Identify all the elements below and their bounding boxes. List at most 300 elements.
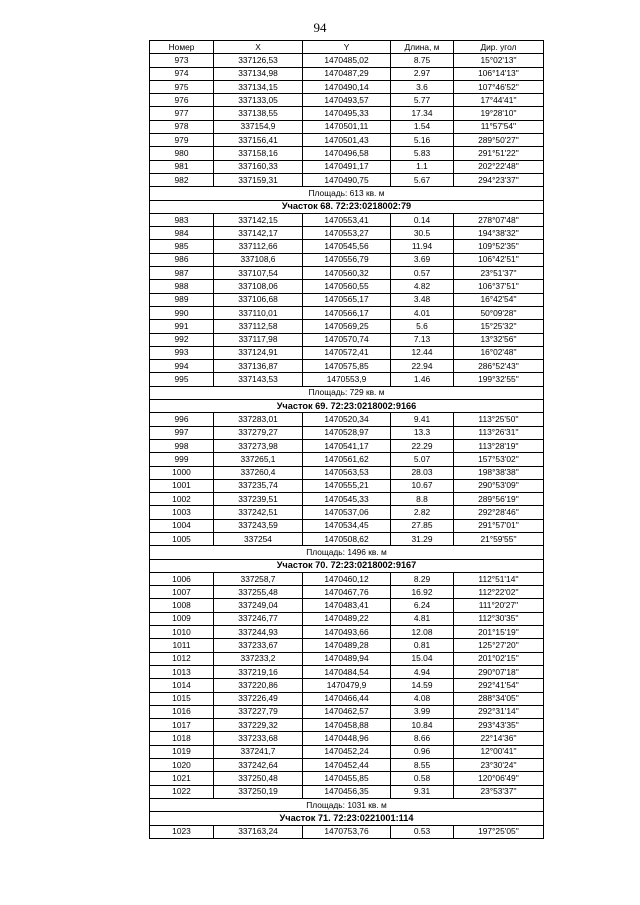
y-coordinate-cell: 1470489,94 [303,652,391,665]
header-direction-angle: Дир. угол [454,41,544,54]
point-number-cell: 992 [150,333,214,346]
direction-angle-cell: 17°44'41'' [454,94,544,107]
y-coordinate-cell: 1470466,44 [303,692,391,705]
y-coordinate-cell: 1470501,43 [303,134,391,147]
direction-angle-cell: 19°28'10'' [454,107,544,120]
length-cell: 4.08 [391,692,454,705]
point-number-cell: 1020 [150,759,214,772]
y-coordinate-cell: 1470493,66 [303,626,391,639]
table-row [150,626,544,639]
x-coordinate-cell: 337265,1 [214,453,303,466]
x-coordinate-cell: 337136,87 [214,360,303,373]
x-coordinate-cell: 337241,7 [214,745,303,758]
length-cell: 16.92 [391,586,454,599]
table-row [150,373,544,386]
table-row [150,652,544,665]
direction-angle-cell: 112°30'35'' [454,612,544,625]
y-coordinate-cell: 1470452,44 [303,759,391,772]
length-cell: 3.99 [391,705,454,718]
point-number-cell: 985 [150,240,214,253]
point-number-cell: 1012 [150,652,214,665]
y-coordinate-cell: 1470496,58 [303,147,391,160]
direction-angle-cell: 23°30'24'' [454,759,544,772]
x-coordinate-cell: 337108,06 [214,280,303,293]
length-cell: 10.67 [391,479,454,492]
x-coordinate-cell: 337220,86 [214,679,303,692]
length-cell: 4.82 [391,280,454,293]
point-number-cell: 990 [150,306,214,319]
table-row [150,147,544,160]
direction-angle-cell: 106°14'13'' [454,67,544,80]
table-row [150,293,544,306]
x-coordinate-cell: 337117,98 [214,333,303,346]
table-row [150,240,544,253]
point-number-cell: 1023 [150,825,214,838]
length-cell: 5.83 [391,147,454,160]
table-row [150,280,544,293]
point-number-cell: 1006 [150,572,214,585]
direction-angle-cell: 194°38'32'' [454,227,544,240]
table-row [150,54,544,67]
x-coordinate-cell: 337249,04 [214,599,303,612]
direction-angle-cell: 113°26'31'' [454,426,544,439]
length-cell: 0.53 [391,825,454,838]
length-cell: 10.84 [391,719,454,732]
x-coordinate-cell: 337233,67 [214,639,303,652]
length-cell: 15.04 [391,652,454,665]
coordinates-table [149,40,544,839]
y-coordinate-cell: 1470501,11 [303,120,391,133]
table-row [150,173,544,186]
y-coordinate-cell: 1470556,79 [303,253,391,266]
length-cell: 4.01 [391,306,454,319]
length-cell: 5.67 [391,173,454,186]
table-row [150,413,544,426]
y-coordinate-cell: 1470479,9 [303,679,391,692]
parcel-heading-row [150,812,544,825]
x-coordinate-cell: 337107,54 [214,267,303,280]
x-coordinate-cell: 337242,64 [214,759,303,772]
point-number-cell: 988 [150,280,214,293]
y-coordinate-cell: 1470565,17 [303,293,391,306]
length-cell: 4.81 [391,612,454,625]
x-coordinate-cell: 337279,27 [214,426,303,439]
table-row [150,213,544,226]
x-coordinate-cell: 337163,24 [214,825,303,838]
x-coordinate-cell: 337250,48 [214,772,303,785]
direction-angle-cell: 23°51'37'' [454,267,544,280]
table-row [150,705,544,718]
table-row [150,160,544,173]
parcel-heading: Участок 71. 72:23:0221001:114 [150,812,544,825]
table-row [150,107,544,120]
x-coordinate-cell: 337112,58 [214,320,303,333]
length-cell: 31.29 [391,532,454,545]
y-coordinate-cell: 1470455,85 [303,772,391,785]
y-coordinate-cell: 1470541,17 [303,439,391,452]
x-coordinate-cell: 337260,4 [214,466,303,479]
length-cell: 0.81 [391,639,454,652]
point-number-cell: 1013 [150,665,214,678]
x-coordinate-cell: 337159,31 [214,173,303,186]
length-cell: 30.5 [391,227,454,240]
y-coordinate-cell: 1470467,76 [303,586,391,599]
parcel-heading-row [150,400,544,413]
y-coordinate-cell: 1470452,24 [303,745,391,758]
point-number-cell: 1000 [150,466,214,479]
direction-angle-cell: 286°52'43'' [454,360,544,373]
table-row [150,267,544,280]
length-cell: 11.94 [391,240,454,253]
y-coordinate-cell: 1470575,85 [303,360,391,373]
y-coordinate-cell: 1470460,12 [303,572,391,585]
point-number-cell: 1005 [150,532,214,545]
y-coordinate-cell: 1470553,9 [303,373,391,386]
point-number-cell: 984 [150,227,214,240]
direction-angle-cell: 16°42'54'' [454,293,544,306]
length-cell: 12.08 [391,626,454,639]
direction-angle-cell: 201°15'19'' [454,626,544,639]
direction-angle-cell: 50°09'28'' [454,306,544,319]
x-coordinate-cell: 337154,9 [214,120,303,133]
length-cell: 27.85 [391,519,454,532]
point-number-cell: 986 [150,253,214,266]
length-cell: 1.46 [391,373,454,386]
x-coordinate-cell: 337143,53 [214,373,303,386]
y-coordinate-cell: 1470572,41 [303,346,391,359]
direction-angle-cell: 292°28'46'' [454,506,544,519]
direction-angle-cell: 112°22'02'' [454,586,544,599]
point-number-cell: 989 [150,293,214,306]
x-coordinate-cell: 337124,91 [214,346,303,359]
direction-angle-cell: 22°14'36'' [454,732,544,745]
y-coordinate-cell: 1470490,14 [303,80,391,93]
direction-angle-cell: 278°07'48'' [454,213,544,226]
length-cell: 5.77 [391,94,454,107]
length-cell: 0.57 [391,267,454,280]
direction-angle-cell: 125°27'20'' [454,639,544,652]
table-row [150,120,544,133]
table-row [150,479,544,492]
point-number-cell: 1011 [150,639,214,652]
direction-angle-cell: 23°53'37'' [454,785,544,798]
y-coordinate-cell: 1470458,88 [303,719,391,732]
y-coordinate-cell: 1470563,53 [303,466,391,479]
direction-angle-cell: 106°37'51'' [454,280,544,293]
parcel-heading: Участок 70. 72:23:0218002:9167 [150,559,544,572]
table-row [150,253,544,266]
point-number-cell: 1017 [150,719,214,732]
table-row [150,785,544,798]
direction-angle-cell: 292°31'14'' [454,705,544,718]
length-cell: 6.24 [391,599,454,612]
length-cell: 3.48 [391,293,454,306]
x-coordinate-cell: 337138,55 [214,107,303,120]
y-coordinate-cell: 1470570,74 [303,333,391,346]
point-number-cell: 977 [150,107,214,120]
table-header-row [150,41,544,54]
length-cell: 1.54 [391,120,454,133]
table-row [150,80,544,93]
y-coordinate-cell: 1470555,21 [303,479,391,492]
length-cell: 8.75 [391,54,454,67]
length-cell: 28.03 [391,466,454,479]
point-number-cell: 1009 [150,612,214,625]
x-coordinate-cell: 337246,77 [214,612,303,625]
direction-angle-cell: 293°43'35'' [454,719,544,732]
direction-angle-cell: 202°22'48'' [454,160,544,173]
point-number-cell: 1003 [150,506,214,519]
point-number-cell: 1001 [150,479,214,492]
table-row [150,572,544,585]
table-body [150,54,544,839]
direction-angle-cell: 120°06'49'' [454,772,544,785]
x-coordinate-cell: 337106,68 [214,293,303,306]
x-coordinate-cell: 337133,05 [214,94,303,107]
x-coordinate-cell: 337254 [214,532,303,545]
x-coordinate-cell: 337273,98 [214,439,303,452]
table-row [150,825,544,838]
area-row [150,798,544,811]
x-coordinate-cell: 337233,2 [214,652,303,665]
y-coordinate-cell: 1470560,32 [303,267,391,280]
y-coordinate-cell: 1470534,45 [303,519,391,532]
x-coordinate-cell: 337258,7 [214,572,303,585]
table-row [150,453,544,466]
table-row [150,466,544,479]
y-coordinate-cell: 1470545,33 [303,493,391,506]
direction-angle-cell: 199°32'55'' [454,373,544,386]
x-coordinate-cell: 337126,53 [214,54,303,67]
y-coordinate-cell: 1470462,57 [303,705,391,718]
direction-angle-cell: 13°32'56'' [454,333,544,346]
length-cell: 8.29 [391,572,454,585]
y-coordinate-cell: 1470561,62 [303,453,391,466]
y-coordinate-cell: 1470508,62 [303,532,391,545]
length-cell: 3.6 [391,80,454,93]
direction-angle-cell: 15°02'13'' [454,54,544,67]
table-row [150,532,544,545]
direction-angle-cell: 290°53'09'' [454,479,544,492]
length-cell: 3.69 [391,253,454,266]
y-coordinate-cell: 1470448,96 [303,732,391,745]
point-number-cell: 1004 [150,519,214,532]
y-coordinate-cell: 1470545,56 [303,240,391,253]
table-row [150,692,544,705]
direction-angle-cell: 112°51'14'' [454,572,544,585]
direction-angle-cell: 197°25'05'' [454,825,544,838]
direction-angle-cell: 288°34'05'' [454,692,544,705]
point-number-cell: 983 [150,213,214,226]
point-number-cell: 974 [150,67,214,80]
length-cell: 4.94 [391,665,454,678]
y-coordinate-cell: 1470485,02 [303,54,391,67]
area-row [150,187,544,200]
point-number-cell: 1014 [150,679,214,692]
y-coordinate-cell: 1470560,55 [303,280,391,293]
direction-angle-cell: 291°57'01'' [454,519,544,532]
y-coordinate-cell: 1470569,25 [303,320,391,333]
length-cell: 12.44 [391,346,454,359]
length-cell: 9.31 [391,785,454,798]
point-number-cell: 979 [150,134,214,147]
point-number-cell: 995 [150,373,214,386]
point-number-cell: 978 [150,120,214,133]
table-row [150,612,544,625]
y-coordinate-cell: 1470491,17 [303,160,391,173]
y-coordinate-cell: 1470495,33 [303,107,391,120]
x-coordinate-cell: 337156,41 [214,134,303,147]
x-coordinate-cell: 337229,32 [214,719,303,732]
direction-angle-cell: 107°46'52'' [454,80,544,93]
x-coordinate-cell: 337242,51 [214,506,303,519]
x-coordinate-cell: 337158,16 [214,147,303,160]
length-cell: 2.97 [391,67,454,80]
length-cell: 14.59 [391,679,454,692]
parcel-heading-row [150,559,544,572]
point-number-cell: 981 [150,160,214,173]
y-coordinate-cell: 1470566,17 [303,306,391,319]
x-coordinate-cell: 337255,48 [214,586,303,599]
point-number-cell: 976 [150,94,214,107]
area-value: Площадь: 1031 кв. м [150,798,544,811]
x-coordinate-cell: 337233,68 [214,732,303,745]
length-cell: 13.3 [391,426,454,439]
point-number-cell: 1022 [150,785,214,798]
y-coordinate-cell: 1470537,06 [303,506,391,519]
direction-angle-cell: 289°56'19'' [454,493,544,506]
x-coordinate-cell: 337134,15 [214,80,303,93]
area-value: Площадь: 613 кв. м [150,187,544,200]
length-cell: 0.58 [391,772,454,785]
direction-angle-cell: 113°28'19'' [454,439,544,452]
direction-angle-cell: 109°52'35'' [454,240,544,253]
point-number-cell: 982 [150,173,214,186]
x-coordinate-cell: 337112,66 [214,240,303,253]
area-row [150,546,544,559]
table-row [150,506,544,519]
x-coordinate-cell: 337219,16 [214,665,303,678]
point-number-cell: 996 [150,413,214,426]
length-cell: 0.14 [391,213,454,226]
table-row [150,665,544,678]
x-coordinate-cell: 337235,74 [214,479,303,492]
table-row [150,719,544,732]
x-coordinate-cell: 337227,79 [214,705,303,718]
y-coordinate-cell: 1470487,29 [303,67,391,80]
point-number-cell: 980 [150,147,214,160]
y-coordinate-cell: 1470489,22 [303,612,391,625]
y-coordinate-cell: 1470456,35 [303,785,391,798]
table-row [150,772,544,785]
area-row [150,386,544,399]
point-number-cell: 1010 [150,626,214,639]
x-coordinate-cell: 337160,33 [214,160,303,173]
length-cell: 5.07 [391,453,454,466]
point-number-cell: 994 [150,360,214,373]
x-coordinate-cell: 337142,17 [214,227,303,240]
direction-angle-cell: 16°02'48'' [454,346,544,359]
point-number-cell: 1016 [150,705,214,718]
length-cell: 8.8 [391,493,454,506]
table-row [150,360,544,373]
x-coordinate-cell: 337226,49 [214,692,303,705]
x-coordinate-cell: 337142,15 [214,213,303,226]
x-coordinate-cell: 337243,59 [214,519,303,532]
table-row [150,320,544,333]
area-value: Площадь: 1496 кв. м [150,546,544,559]
x-coordinate-cell: 337244,93 [214,626,303,639]
length-cell: 8.55 [391,759,454,772]
y-coordinate-cell: 1470753,76 [303,825,391,838]
parcel-heading-row [150,200,544,213]
y-coordinate-cell: 1470553,41 [303,213,391,226]
y-coordinate-cell: 1470493,57 [303,94,391,107]
direction-angle-cell: 21°59'55'' [454,532,544,545]
point-number-cell: 1019 [150,745,214,758]
table-row [150,519,544,532]
point-number-cell: 1021 [150,772,214,785]
direction-angle-cell: 294°23'37'' [454,173,544,186]
header-number: Номер [150,41,214,54]
y-coordinate-cell: 1470484,54 [303,665,391,678]
point-number-cell: 1007 [150,586,214,599]
point-number-cell: 975 [150,80,214,93]
header-x: X [214,41,303,54]
table-row [150,586,544,599]
parcel-heading: Участок 69. 72:23:0218002:9166 [150,400,544,413]
parcel-heading: Участок 68. 72:23:0218002:79 [150,200,544,213]
point-number-cell: 1008 [150,599,214,612]
table-row [150,639,544,652]
point-number-cell: 973 [150,54,214,67]
table-row [150,439,544,452]
x-coordinate-cell: 337110,01 [214,306,303,319]
table-row [150,599,544,612]
x-coordinate-cell: 337239,51 [214,493,303,506]
x-coordinate-cell: 337108,6 [214,253,303,266]
table-row [150,679,544,692]
direction-angle-cell: 15°25'32'' [454,320,544,333]
table-row [150,67,544,80]
length-cell: 7.13 [391,333,454,346]
table-row [150,227,544,240]
y-coordinate-cell: 1470520,34 [303,413,391,426]
direction-angle-cell: 106°42'51'' [454,253,544,266]
length-cell: 0.96 [391,745,454,758]
x-coordinate-cell: 337250,19 [214,785,303,798]
y-coordinate-cell: 1470490,75 [303,173,391,186]
direction-angle-cell: 292°41'54'' [454,679,544,692]
direction-angle-cell: 157°53'02'' [454,453,544,466]
y-coordinate-cell: 1470483,41 [303,599,391,612]
direction-angle-cell: 11°57'54'' [454,120,544,133]
length-cell: 17.34 [391,107,454,120]
point-number-cell: 993 [150,346,214,359]
header-y: Y [303,41,391,54]
y-coordinate-cell: 1470489,28 [303,639,391,652]
y-coordinate-cell: 1470553,27 [303,227,391,240]
direction-angle-cell: 290°07'18'' [454,665,544,678]
direction-angle-cell: 291°51'22'' [454,147,544,160]
direction-angle-cell: 289°50'27'' [454,134,544,147]
point-number-cell: 998 [150,439,214,452]
x-coordinate-cell: 337134,98 [214,67,303,80]
table-row [150,745,544,758]
table-row [150,306,544,319]
direction-angle-cell: 198°38'38'' [454,466,544,479]
table-row [150,134,544,147]
